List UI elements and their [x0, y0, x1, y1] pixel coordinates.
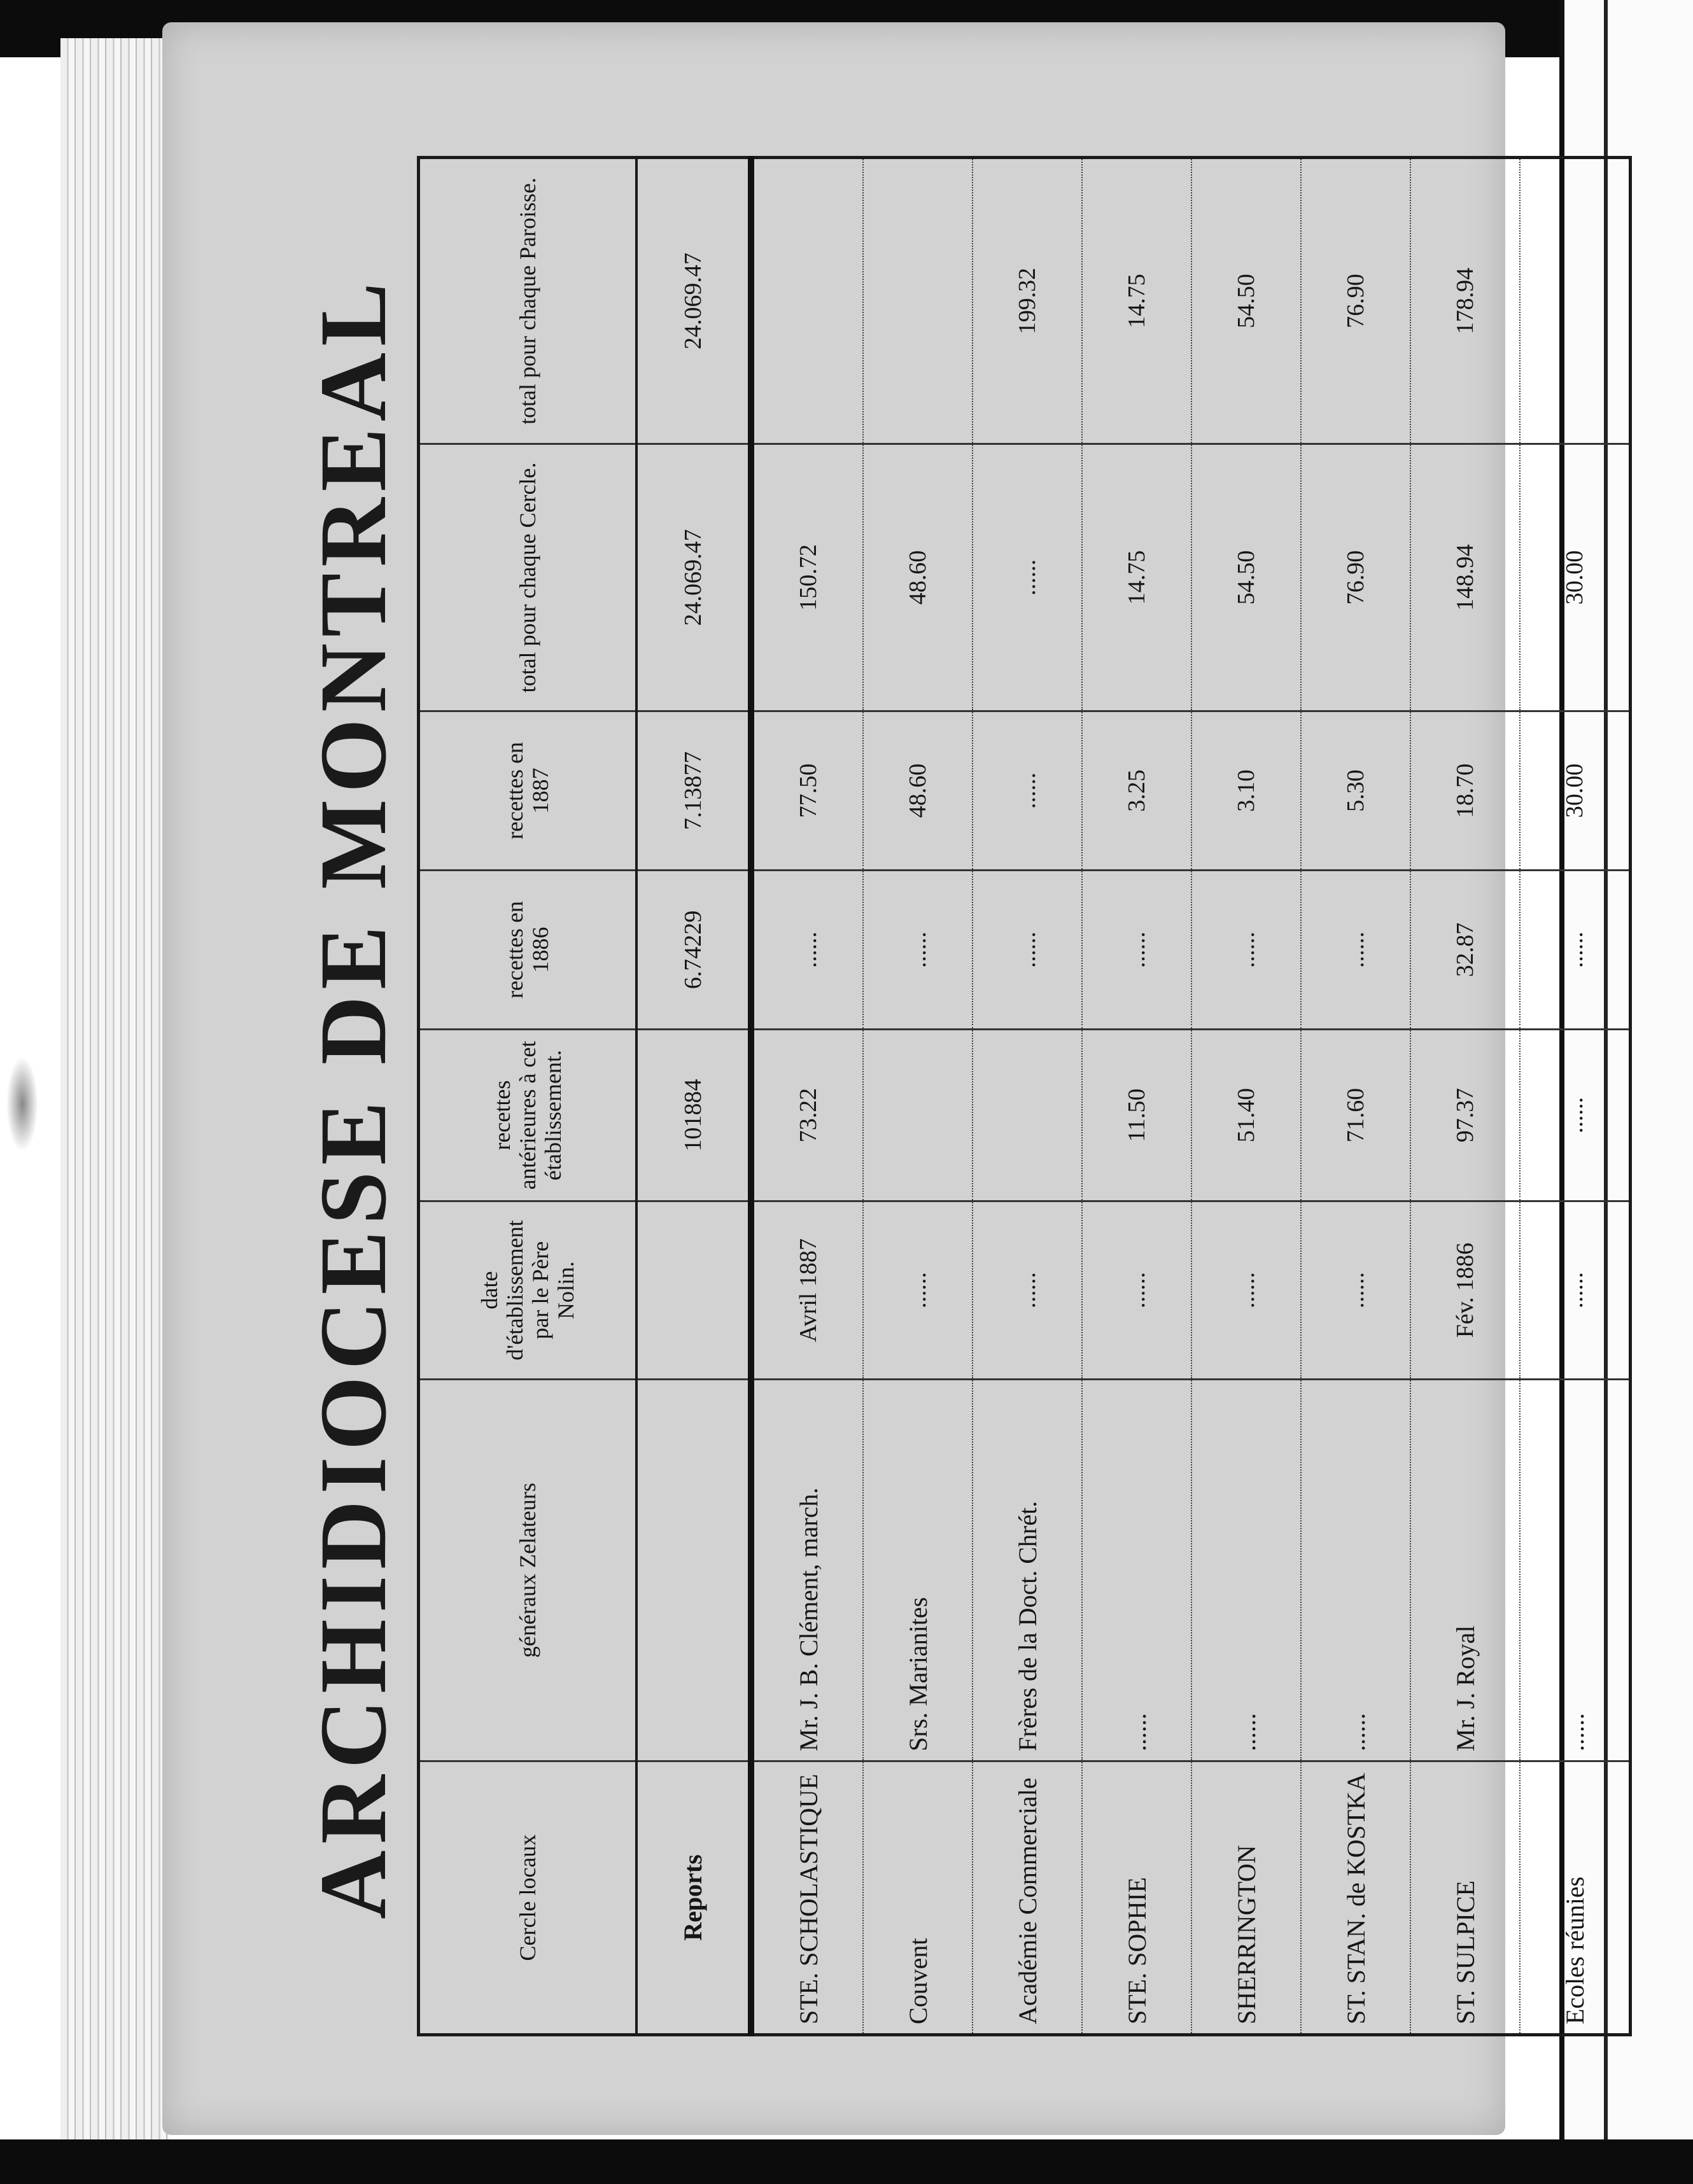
cell-zelateur: ...... — [1301, 1380, 1410, 1761]
cell-total-cercle: 76.90 — [1301, 444, 1410, 711]
cell-r1886: 32.87 — [1410, 871, 1520, 1030]
cell-total-cercle: 14.75 — [1082, 444, 1191, 711]
cell-r1887: ...... — [973, 711, 1082, 871]
table-header-row — [419, 158, 637, 2035]
cell-date: ...... — [863, 1201, 973, 1380]
cell-cercle: Reports — [636, 1761, 751, 2035]
cell-total-paroisse — [863, 158, 973, 444]
cell-r1886: ...... — [751, 871, 863, 1030]
cell-cercle: Couvent — [863, 1761, 973, 2035]
ledger-table — [417, 156, 1632, 2036]
cell-r1886: ...... — [1520, 871, 1631, 1030]
cell-r1887: 3.10 — [1191, 711, 1301, 871]
cell-zelateur: ...... — [1082, 1380, 1191, 1761]
cell-date: ...... — [1520, 1201, 1631, 1380]
cell-anterieures: ...... — [1520, 1030, 1631, 1201]
column-header: recettes en 1886 — [419, 871, 637, 1030]
cell-date: Avril 1887 — [751, 1201, 863, 1380]
cell-anterieures: 51.40 — [1191, 1030, 1301, 1201]
table-row — [863, 158, 973, 2035]
cell-total-paroisse: 199.32 — [973, 158, 1082, 444]
cell-r1887: 77.50 — [751, 711, 863, 871]
cell-r1886: ...... — [1301, 871, 1410, 1030]
table-row — [1520, 158, 1631, 2035]
cell-anterieures — [973, 1030, 1082, 1201]
cell-anterieures: 11.50 — [1082, 1030, 1191, 1201]
cell-r1887: 30.00 — [1520, 711, 1631, 871]
cell-r1887: 3.25 — [1082, 711, 1191, 871]
cell-total-cercle: 54.50 — [1191, 444, 1301, 711]
cell-r1886: 6.74229 — [636, 871, 751, 1030]
cell-zelateur: ...... — [1520, 1380, 1631, 1761]
cell-total-paroisse: 178.94 — [1410, 158, 1520, 444]
scan-border-bottom — [0, 2139, 1693, 2184]
cell-anterieures: 71.60 — [1301, 1030, 1410, 1201]
table-row — [1410, 158, 1520, 2035]
table-row — [1082, 158, 1191, 2035]
cell-total-paroisse: 24.069.47 — [636, 158, 751, 444]
table-row — [973, 158, 1082, 2035]
cell-date — [636, 1201, 751, 1380]
table-row — [1301, 158, 1410, 2035]
cell-total-cercle: 150.72 — [751, 444, 863, 711]
scan-smudge — [6, 1056, 38, 1152]
cell-anterieures: 101884 — [636, 1030, 751, 1201]
column-header: recettes en 1887 — [419, 711, 637, 871]
cell-zelateur: Srs. Marianites — [863, 1380, 973, 1761]
cell-r1887: 7.13877 — [636, 711, 751, 871]
column-header: date d'établissement par le Père Nolin. — [419, 1201, 637, 1380]
table-row — [751, 158, 863, 2035]
cell-total-cercle: ...... — [973, 444, 1082, 711]
cell-r1887: 18.70 — [1410, 711, 1520, 871]
cell-zelateur: ...... — [1191, 1380, 1301, 1761]
cell-total-cercle: 48.60 — [863, 444, 973, 711]
cell-date: ...... — [1301, 1201, 1410, 1380]
column-header: généraux Zelateurs — [419, 1380, 637, 1761]
book-page-edges — [60, 38, 169, 2157]
cell-total-paroisse: 76.90 — [1301, 158, 1410, 444]
cell-r1886: ...... — [863, 871, 973, 1030]
cell-date: ...... — [1191, 1201, 1301, 1380]
cell-date: ...... — [1082, 1201, 1191, 1380]
column-header: total pour chaque Cercle. — [419, 444, 637, 711]
cell-total-paroisse — [1520, 158, 1631, 444]
cell-cercle: ST. SULPICE — [1410, 1761, 1520, 2035]
cell-total-cercle: 148.94 — [1410, 444, 1520, 711]
cell-r1887: 48.60 — [863, 711, 973, 871]
cell-date: ...... — [973, 1201, 1082, 1380]
cell-cercle: SHERRINGTON — [1191, 1761, 1301, 2035]
cell-r1887: 5.30 — [1301, 711, 1410, 871]
cell-cercle: STE. SCHOLASTIQUE — [751, 1761, 863, 2035]
cell-zelateur: Frères de la Doct. Chrét. — [973, 1380, 1082, 1761]
cell-date: Fév. 1886 — [1410, 1201, 1520, 1380]
cell-total-paroisse: 14.75 — [1082, 158, 1191, 444]
column-header: recettes antérieures à cet établissement. — [419, 1030, 637, 1201]
cell-zelateur — [636, 1380, 751, 1761]
cell-cercle: STE. SOPHIE — [1082, 1761, 1191, 2035]
cell-total-paroisse — [751, 158, 863, 444]
cell-r1886: ...... — [973, 871, 1082, 1030]
rotated-ledger — [300, 159, 1589, 2036]
table-row — [636, 158, 751, 2035]
cell-cercle: Académie Commerciale — [973, 1761, 1082, 2035]
cell-anterieures: 73.22 — [751, 1030, 863, 1201]
document-title: ARCHIDIOCESE DE MONTREAL — [300, 276, 406, 1919]
cell-total-cercle: 24.069.47 — [636, 444, 751, 711]
cell-r1886: ...... — [1191, 871, 1301, 1030]
cell-zelateur: Mr. J. B. Clément, march. — [751, 1380, 863, 1761]
cell-cercle: ST. STAN. de KOSTKA — [1301, 1761, 1410, 2035]
table-row — [1191, 158, 1301, 2035]
cell-cercle: Ecoles réunies — [1520, 1761, 1631, 2035]
cell-zelateur: Mr. J. Royal — [1410, 1380, 1520, 1761]
column-header: Cercle locaux — [419, 1761, 637, 2035]
column-header: total pour chaque Paroisse. — [419, 158, 637, 444]
cell-total-paroisse: 54.50 — [1191, 158, 1301, 444]
cell-r1886: ...... — [1082, 871, 1191, 1030]
cell-total-cercle: 30.00 — [1520, 444, 1631, 711]
cell-anterieures — [863, 1030, 973, 1201]
cell-anterieures: 97.37 — [1410, 1030, 1520, 1201]
